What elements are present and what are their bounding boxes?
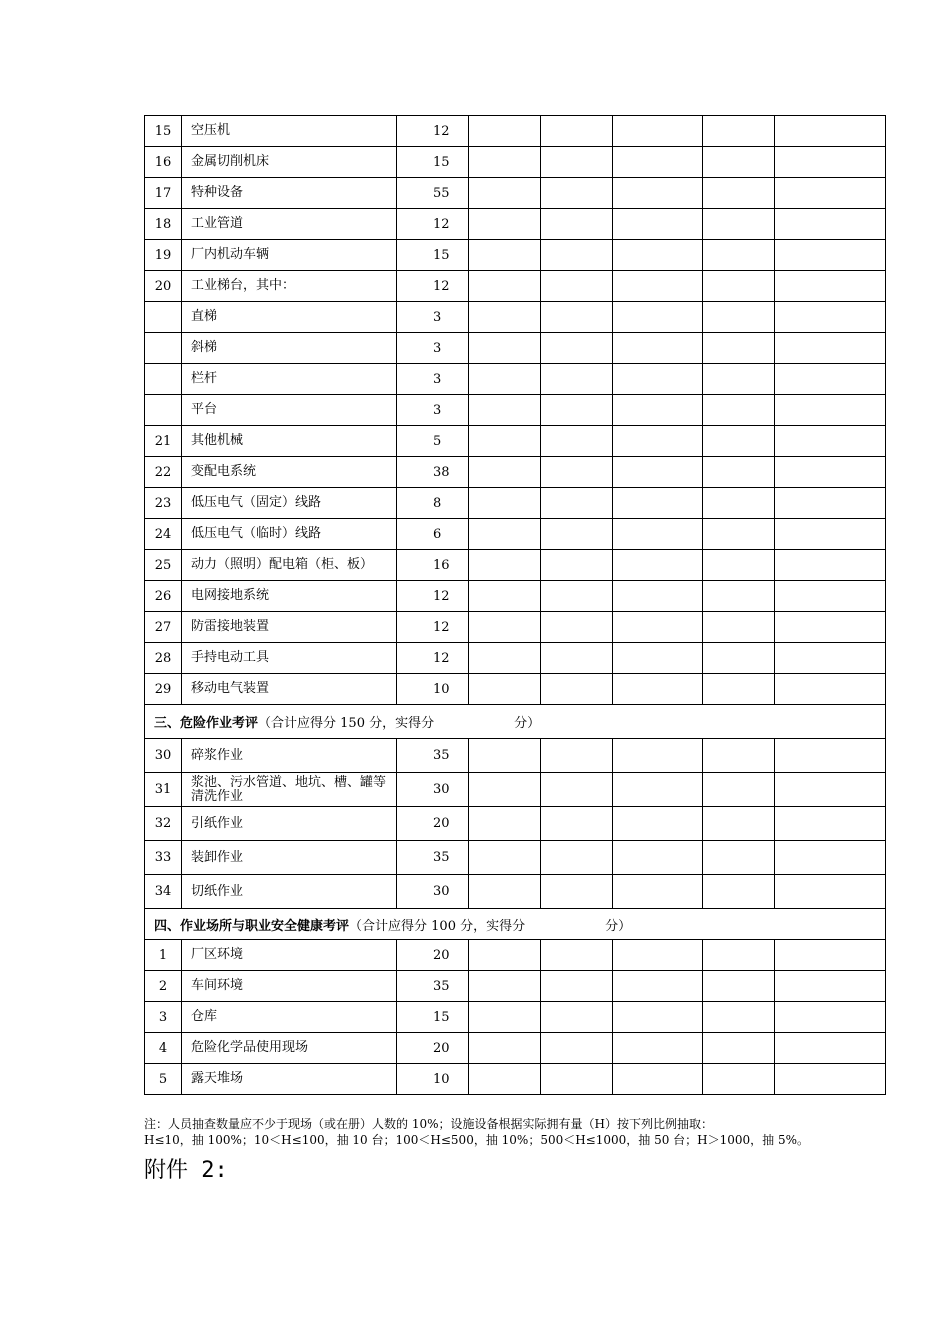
item-score: 55 [397, 178, 469, 209]
blank-cell [613, 674, 703, 705]
blank-cell [613, 807, 703, 841]
item-number: 1 [145, 940, 182, 971]
item-number: 3 [145, 1002, 182, 1033]
item-number: 23 [145, 488, 182, 519]
blank-cell [613, 1064, 703, 1095]
blank-cell [703, 209, 775, 240]
blank-cell [775, 971, 886, 1002]
section-3-detail-after: 分） [514, 716, 541, 731]
blank-cell [541, 1002, 613, 1033]
item-score: 12 [397, 643, 469, 674]
blank-cell [775, 488, 886, 519]
blank-cell [703, 147, 775, 178]
table-row [145, 457, 886, 488]
blank-cell [613, 940, 703, 971]
table-row [145, 209, 886, 240]
item-number: 25 [145, 550, 182, 581]
blank-cell [469, 116, 541, 147]
item-name: 斜梯 [182, 333, 397, 364]
blank-cell [541, 116, 613, 147]
blank-cell [613, 364, 703, 395]
blank-cell [469, 1033, 541, 1064]
table-row [145, 1064, 886, 1095]
item-number: 17 [145, 178, 182, 209]
blank-cell [703, 841, 775, 875]
blank-cell [469, 739, 541, 773]
blank-cell [775, 674, 886, 705]
blank-cell [703, 488, 775, 519]
item-score: 6 [397, 519, 469, 550]
blank-cell [775, 612, 886, 643]
attachment-label: 附件 2: [144, 1158, 228, 1183]
item-number: 33 [145, 841, 182, 875]
item-score: 15 [397, 1002, 469, 1033]
blank-cell [775, 875, 886, 909]
blank-cell [613, 209, 703, 240]
blank-cell [775, 457, 886, 488]
blank-cell [469, 178, 541, 209]
blank-cell [775, 643, 886, 674]
blank-cell [541, 841, 613, 875]
blank-cell [775, 519, 886, 550]
item-number: 18 [145, 209, 182, 240]
item-score: 15 [397, 147, 469, 178]
table-row [145, 643, 886, 674]
item-number: 16 [145, 147, 182, 178]
blank-cell [541, 364, 613, 395]
blank-cell [469, 333, 541, 364]
blank-cell [703, 240, 775, 271]
table-row [145, 612, 886, 643]
blank-cell [541, 550, 613, 581]
blank-cell [775, 302, 886, 333]
blank-cell [703, 1002, 775, 1033]
blank-cell [541, 178, 613, 209]
blank-cell [703, 773, 775, 807]
item-number [145, 302, 182, 333]
table-row [145, 147, 886, 178]
item-number: 30 [145, 739, 182, 773]
item-number: 29 [145, 674, 182, 705]
item-name: 引纸作业 [182, 807, 397, 841]
item-score: 35 [397, 739, 469, 773]
item-number: 31 [145, 773, 182, 807]
blank-cell [775, 271, 886, 302]
blank-cell [703, 971, 775, 1002]
item-number: 26 [145, 581, 182, 612]
item-score: 3 [397, 395, 469, 426]
item-number: 15 [145, 116, 182, 147]
blank-cell [541, 333, 613, 364]
blank-cell [613, 147, 703, 178]
hazard-work-rows [145, 739, 886, 909]
blank-cell [541, 426, 613, 457]
item-number: 22 [145, 457, 182, 488]
item-name: 平台 [182, 395, 397, 426]
item-number: 24 [145, 519, 182, 550]
blank-cell [775, 395, 886, 426]
item-name: 直梯 [182, 302, 397, 333]
blank-cell [541, 773, 613, 807]
blank-cell [703, 612, 775, 643]
blank-cell [775, 240, 886, 271]
blank-cell [469, 612, 541, 643]
item-score: 20 [397, 807, 469, 841]
item-number: 5 [145, 1064, 182, 1095]
blank-cell [469, 519, 541, 550]
item-score: 16 [397, 550, 469, 581]
item-name: 栏杆 [182, 364, 397, 395]
item-name: 工业梯台，其中： [182, 271, 397, 302]
blank-cell [613, 643, 703, 674]
blank-cell [613, 271, 703, 302]
blank-cell [703, 178, 775, 209]
blank-cell [613, 519, 703, 550]
item-score: 3 [397, 364, 469, 395]
item-score: 35 [397, 971, 469, 1002]
blank-cell [541, 674, 613, 705]
item-number: 2 [145, 971, 182, 1002]
blank-cell [469, 971, 541, 1002]
item-name: 浆池、污水管道、地坑、槽、罐等清洗作业 [182, 773, 397, 807]
blank-cell [613, 1002, 703, 1033]
table-row [145, 178, 886, 209]
blank-cell [775, 1064, 886, 1095]
equipment-rows [145, 116, 886, 705]
blank-cell [703, 581, 775, 612]
table-row [145, 550, 886, 581]
blank-cell [613, 1033, 703, 1064]
item-name: 切纸作业 [182, 875, 397, 909]
blank-cell [703, 519, 775, 550]
blank-cell [541, 807, 613, 841]
item-name: 露天堆场 [182, 1064, 397, 1095]
blank-cell [541, 643, 613, 674]
section-4-title: 四、作业场所与职业安全健康考评 [154, 918, 350, 934]
blank-cell [775, 426, 886, 457]
item-name: 车间环境 [182, 971, 397, 1002]
table-row [145, 364, 886, 395]
blank-cell [469, 147, 541, 178]
table-row [145, 674, 886, 705]
item-name: 电网接地系统 [182, 581, 397, 612]
table-row [145, 773, 886, 807]
item-name: 变配电系统 [182, 457, 397, 488]
item-score: 12 [397, 612, 469, 643]
table-row [145, 271, 886, 302]
table-row [145, 333, 886, 364]
blank-cell [541, 940, 613, 971]
item-name: 金属切削机床 [182, 147, 397, 178]
blank-cell [469, 271, 541, 302]
table-row [145, 841, 886, 875]
table-row [145, 240, 886, 271]
item-number: 19 [145, 240, 182, 271]
blank-cell [469, 550, 541, 581]
blank-cell [775, 773, 886, 807]
blank-cell [613, 581, 703, 612]
blank-cell [775, 940, 886, 971]
section-3-header [145, 705, 886, 739]
blank-cell [469, 1064, 541, 1095]
blank-cell [613, 302, 703, 333]
blank-cell [613, 333, 703, 364]
blank-cell [613, 971, 703, 1002]
blank-cell [703, 1064, 775, 1095]
blank-cell [469, 457, 541, 488]
blank-cell [775, 333, 886, 364]
section-3-title: 三、危险作业考评 [154, 716, 259, 731]
blank-cell [541, 519, 613, 550]
blank-cell [703, 271, 775, 302]
blank-cell [775, 550, 886, 581]
blank-cell [775, 364, 886, 395]
table-row [145, 875, 886, 909]
blank-cell [613, 773, 703, 807]
item-score: 38 [397, 457, 469, 488]
blank-cell [775, 116, 886, 147]
section-3-detail-before: （合计应得分 150 分，实得分 [258, 716, 435, 731]
item-name: 碎浆作业 [182, 739, 397, 773]
blank-cell [775, 739, 886, 773]
item-score: 35 [397, 841, 469, 875]
blank-cell [703, 875, 775, 909]
item-name: 厂内机动车辆 [182, 240, 397, 271]
blank-cell [703, 643, 775, 674]
item-name: 其他机械 [182, 426, 397, 457]
blank-cell [469, 875, 541, 909]
item-score: 20 [397, 1033, 469, 1064]
blank-cell [613, 395, 703, 426]
blank-cell [541, 581, 613, 612]
item-number [145, 395, 182, 426]
item-number [145, 364, 182, 395]
blank-cell [703, 674, 775, 705]
blank-cell [541, 240, 613, 271]
section-4-header [145, 909, 886, 940]
table-row [145, 807, 886, 841]
blank-cell [613, 875, 703, 909]
blank-cell [541, 271, 613, 302]
blank-cell [613, 116, 703, 147]
table-row [145, 519, 886, 550]
blank-cell [469, 488, 541, 519]
blank-cell [541, 739, 613, 773]
blank-cell [469, 364, 541, 395]
item-score: 5 [397, 426, 469, 457]
item-name: 厂区环境 [182, 940, 397, 971]
footnote-line-2: H≤10，抽 100%；10＜H≤100，抽 10 台；100＜H≤500，抽 10%；500＜H≤1000，抽 50 台；H＞1000，抽 5%。 [144, 1133, 810, 1147]
item-number: 27 [145, 612, 182, 643]
blank-cell [613, 426, 703, 457]
blank-cell [775, 147, 886, 178]
item-score: 12 [397, 209, 469, 240]
blank-cell [469, 1002, 541, 1033]
blank-cell [775, 1033, 886, 1064]
blank-cell [613, 178, 703, 209]
item-score: 15 [397, 240, 469, 271]
blank-cell [703, 302, 775, 333]
item-name: 仓库 [182, 1002, 397, 1033]
blank-cell [541, 457, 613, 488]
item-score: 12 [397, 271, 469, 302]
blank-cell [775, 841, 886, 875]
blank-cell [613, 612, 703, 643]
item-number: 34 [145, 875, 182, 909]
blank-cell [775, 807, 886, 841]
item-name: 移动电气装置 [182, 674, 397, 705]
item-score: 10 [397, 1064, 469, 1095]
item-name: 动力（照明）配电箱（柜、板） [182, 550, 397, 581]
blank-cell [613, 488, 703, 519]
blank-cell [541, 612, 613, 643]
item-number: 32 [145, 807, 182, 841]
blank-cell [613, 457, 703, 488]
blank-cell [541, 395, 613, 426]
item-name: 工业管道 [182, 209, 397, 240]
blank-cell [469, 426, 541, 457]
table-row [145, 426, 886, 457]
table-row [145, 302, 886, 333]
item-name: 防雷接地装置 [182, 612, 397, 643]
section-3 [145, 705, 886, 739]
item-number: 4 [145, 1033, 182, 1064]
item-score: 30 [397, 875, 469, 909]
table-row [145, 488, 886, 519]
item-score: 12 [397, 116, 469, 147]
blank-cell [613, 240, 703, 271]
blank-cell [703, 333, 775, 364]
blank-cell [541, 1064, 613, 1095]
blank-cell [703, 940, 775, 971]
table-row [145, 116, 886, 147]
item-score: 8 [397, 488, 469, 519]
item-name: 危险化学品使用现场 [182, 1033, 397, 1064]
blank-cell [541, 1033, 613, 1064]
blank-cell [469, 841, 541, 875]
item-score: 10 [397, 674, 469, 705]
section-4 [145, 909, 886, 940]
item-number: 28 [145, 643, 182, 674]
blank-cell [541, 971, 613, 1002]
blank-cell [469, 209, 541, 240]
item-number: 20 [145, 271, 182, 302]
section-4-detail-after: 分） [605, 918, 632, 934]
item-score: 3 [397, 333, 469, 364]
blank-cell [613, 841, 703, 875]
blank-cell [775, 178, 886, 209]
blank-cell [775, 209, 886, 240]
blank-cell [775, 1002, 886, 1033]
table-row [145, 739, 886, 773]
table-row [145, 1002, 886, 1033]
blank-cell [541, 209, 613, 240]
blank-cell [775, 581, 886, 612]
blank-cell [703, 739, 775, 773]
table-row [145, 940, 886, 971]
blank-cell [469, 674, 541, 705]
footnote [144, 1116, 904, 1148]
blank-cell [469, 302, 541, 333]
blank-cell [469, 940, 541, 971]
blank-cell [541, 488, 613, 519]
blank-cell [703, 426, 775, 457]
item-score: 12 [397, 581, 469, 612]
blank-cell [613, 550, 703, 581]
item-name: 装卸作业 [182, 841, 397, 875]
evaluation-table [144, 115, 886, 1095]
blank-cell [469, 581, 541, 612]
item-score: 3 [397, 302, 469, 333]
section-4-detail-before: （合计应得分 100 分，实得分 [349, 918, 526, 934]
table-row [145, 581, 886, 612]
item-name: 低压电气（临时）线路 [182, 519, 397, 550]
blank-cell [703, 1033, 775, 1064]
item-score: 30 [397, 773, 469, 807]
blank-cell [469, 773, 541, 807]
item-name: 空压机 [182, 116, 397, 147]
blank-cell [703, 116, 775, 147]
blank-cell [541, 875, 613, 909]
item-name: 特种设备 [182, 178, 397, 209]
item-name: 低压电气（固定）线路 [182, 488, 397, 519]
table-row [145, 395, 886, 426]
blank-cell [703, 395, 775, 426]
item-name: 手持电动工具 [182, 643, 397, 674]
blank-cell [541, 147, 613, 178]
table-row [145, 971, 886, 1002]
blank-cell [703, 550, 775, 581]
blank-cell [703, 807, 775, 841]
table-row [145, 1033, 886, 1064]
blank-cell [469, 395, 541, 426]
blank-cell [703, 364, 775, 395]
blank-cell [613, 739, 703, 773]
workplace-rows [145, 940, 886, 1095]
footnote-line-1: 注：人员抽查数量应不少于现场（或在册）人数的 10%；设施设备根据实际拥有量（H）按下列比例抽取： [144, 1117, 713, 1131]
blank-cell [469, 807, 541, 841]
blank-cell [541, 302, 613, 333]
evaluation-sheet [144, 115, 885, 1095]
item-score: 20 [397, 940, 469, 971]
blank-cell [703, 457, 775, 488]
blank-cell [469, 643, 541, 674]
item-number: 21 [145, 426, 182, 457]
blank-cell [469, 240, 541, 271]
item-number [145, 333, 182, 364]
